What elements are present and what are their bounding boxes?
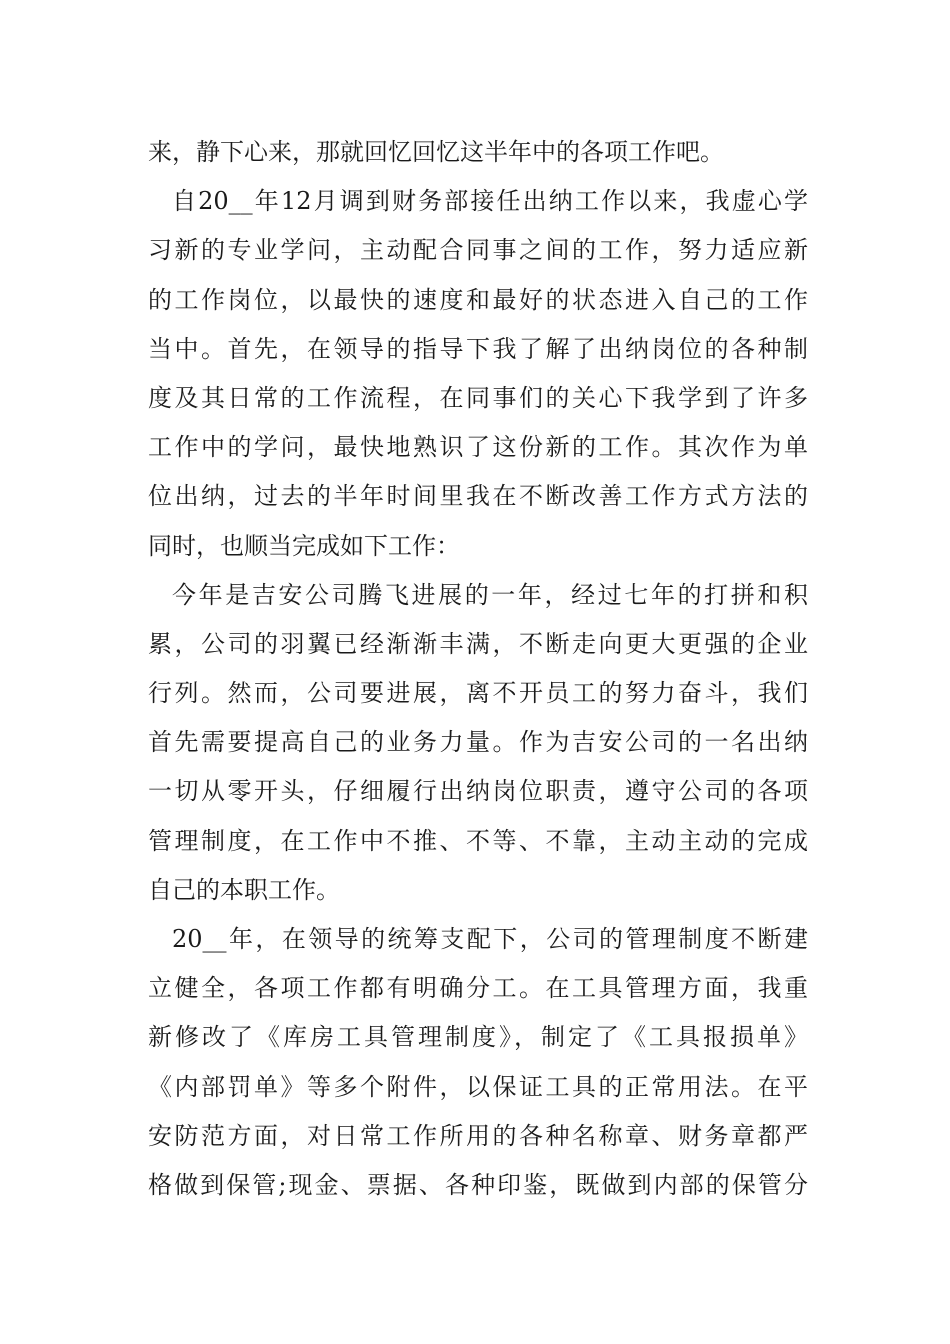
text-line: 格做到保管;现金、票据、各种印鉴，既做到内部的保管分 — [148, 1170, 808, 1199]
text-line: 位出纳，过去的半年时间里我在不断改善工作方式方法的 — [148, 482, 808, 511]
text-line: 立健全，各项工作都有明确分工。在工具管理方面，我重 — [148, 974, 808, 1003]
text-line: 工作中的学问，最快地熟识了这份新的工作。其次作为单 — [148, 433, 808, 462]
text-line: 习新的专业学问，主动配合同事之间的工作，努力适应新 — [148, 236, 808, 265]
text-line: 安防范方面，对日常工作所用的各种名称章、财务章都严 — [148, 1121, 808, 1150]
text-line: 自己的本职工作。 — [148, 875, 340, 904]
text-line: 自20__年12月调到财务部接任出纳工作以来，我虚心学 — [172, 187, 808, 216]
text-line: 累，公司的羽翼已经渐渐丰满，不断走向更大更强的企业 — [148, 629, 808, 658]
text-line: 今年是吉安公司腾飞进展的一年，经过七年的打拼和积 — [172, 580, 808, 609]
text-line: 一切从零开头，仔细履行出纳岗位职责，遵守公司的各项 — [148, 777, 808, 806]
text-line: 《内部罚单》等多个附件，以保证工具的正常用法。在平 — [148, 1072, 808, 1101]
text-line: 的工作岗位，以最快的速度和最好的状态进入自己的工作 — [148, 285, 808, 314]
body-text — [148, 128, 808, 1210]
text-line: 当中。首先，在领导的指导下我了解了出纳岗位的各种制 — [148, 334, 808, 363]
text-line: 度及其日常的工作流程，在同事们的关心下我学到了许多 — [148, 383, 808, 412]
text-line: 20__年，在领导的统筹支配下，公司的管理制度不断建 — [172, 925, 808, 953]
text-line: 新修改了《库房工具管理制度》，制定了《工具报损单》 — [148, 1023, 808, 1052]
text-line: 来，静下心来，那就回忆回忆这半年中的各项工作吧。 — [148, 138, 724, 166]
text-line: 同时，也顺当完成如下工作： — [148, 531, 460, 560]
text-line: 行列。然而，公司要进展，离不开员工的努力奋斗，我们 — [148, 679, 808, 708]
text-line: 管理制度，在工作中不推、不等、不靠，主动主动的完成 — [148, 826, 808, 855]
text-line: 首先需要提高自己的业务力量。作为吉安公司的一名出纳 — [148, 728, 808, 757]
